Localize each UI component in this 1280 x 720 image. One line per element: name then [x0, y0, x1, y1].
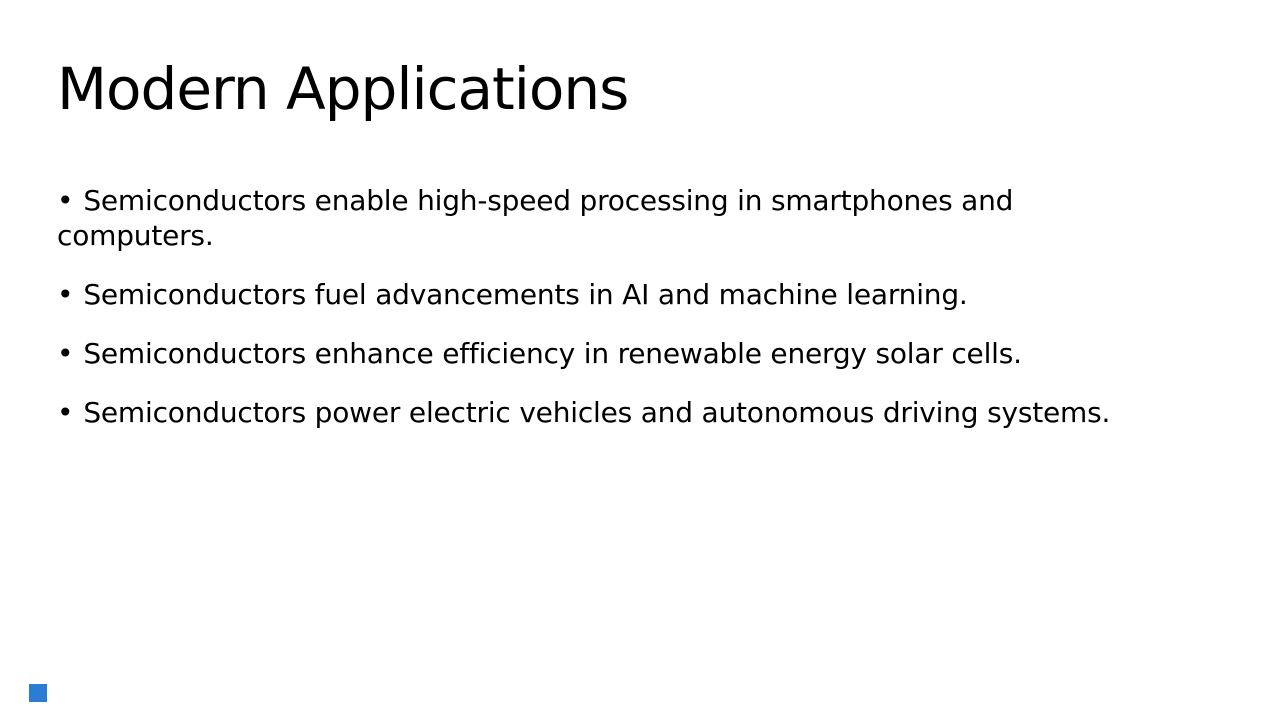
accent-square-decoration: [29, 684, 47, 702]
bullet-text: Semiconductors power electric vehicles and autonomous driving systems.: [83, 396, 1111, 429]
bullet-marker: •: [57, 337, 74, 370]
bullet-item: [57, 277, 1227, 312]
slide-title: Modern Applications: [57, 55, 629, 123]
bullet-list: [57, 183, 1227, 454]
bullet-marker: •: [57, 396, 74, 429]
bullet-item: [57, 336, 1227, 371]
bullet-marker: •: [57, 184, 74, 217]
bullet-text: Semiconductors enable high-speed processing in smartphones and computers.: [57, 184, 1014, 252]
bullet-item: [57, 395, 1227, 430]
bullet-item: [57, 183, 1137, 253]
bullet-text: Semiconductors fuel advancements in AI and machine learning.: [83, 278, 968, 311]
bullet-text: Semiconductors enhance efficiency in renewable energy solar cells.: [83, 337, 1022, 370]
bullet-marker: •: [57, 278, 74, 311]
